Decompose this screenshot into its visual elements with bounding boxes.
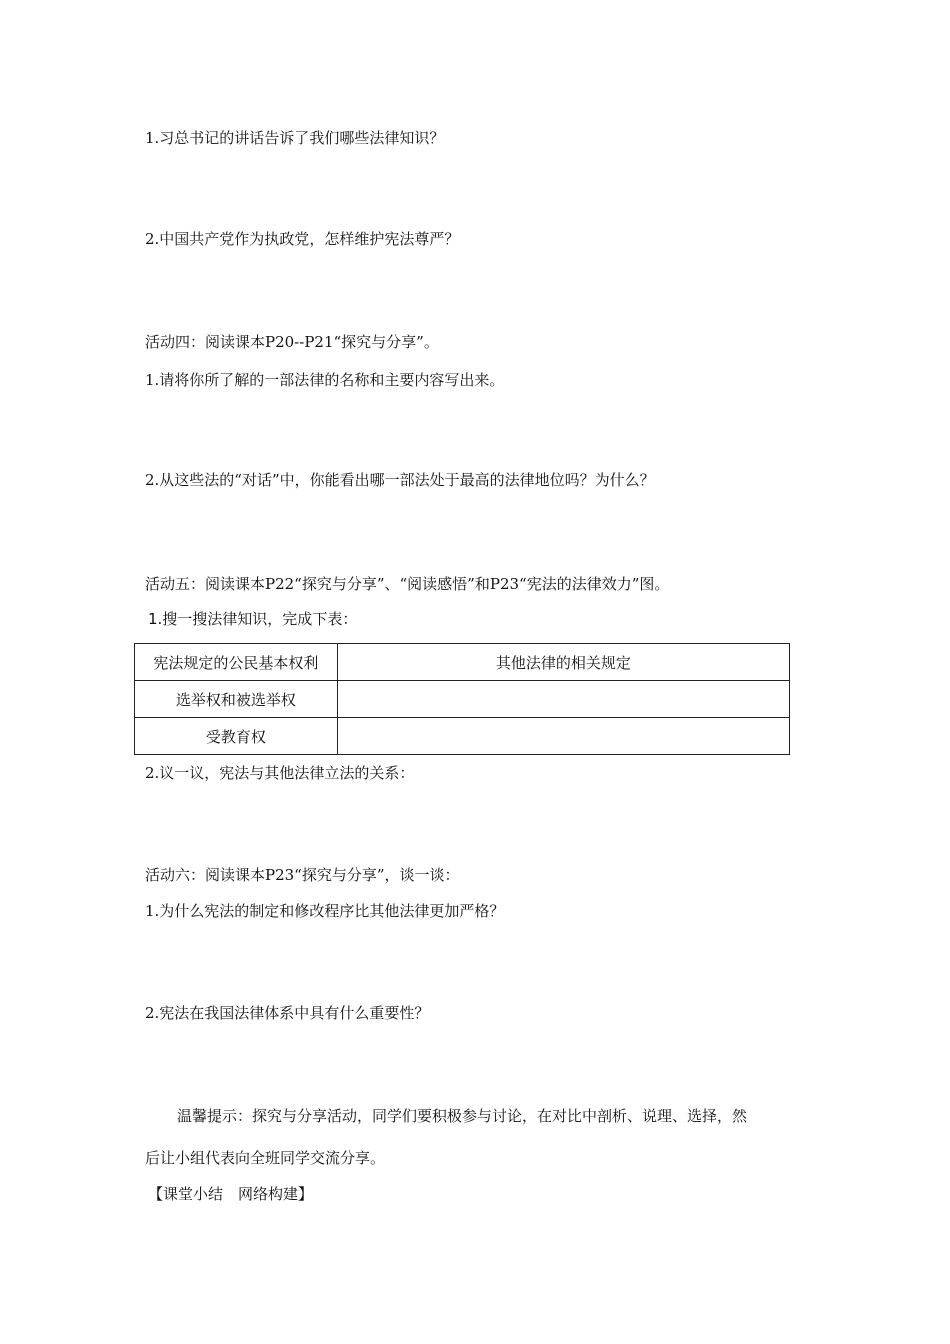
table-header-row — [135, 644, 790, 681]
table-header-cell: 宪法规定的公民基本权利 — [135, 644, 338, 681]
activity5-question-2: 2.议一议，宪法与其他法律立法的关系： — [145, 764, 415, 782]
activity5-heading: 活动五：阅读课本P22“探究与分享”、“阅读感悟”和P23“宪法的法律效力”图。 — [145, 575, 670, 593]
rights-table — [134, 643, 790, 755]
activity6-question-1: 1.为什么宪法的制定和修改程序比其他法律更加严格？ — [145, 902, 505, 920]
table-answer-cell[interactable] — [337, 718, 789, 755]
tip-line-2: 后让小组代表向全班同学交流分享。 — [145, 1149, 386, 1167]
activity4-heading: 活动四：阅读课本P20--P21“探究与分享”。 — [145, 333, 439, 351]
table-cell: 选举权和被选举权 — [135, 681, 338, 718]
question-speech-1: 1.习总书记的讲话告诉了我们哪些法律知识？ — [145, 129, 445, 147]
table-row — [135, 718, 790, 755]
table-row — [135, 681, 790, 718]
table-header-cell: 其他法律的相关规定 — [337, 644, 789, 681]
table-cell: 受教育权 — [135, 718, 338, 755]
activity5-question-1: 1.搜一搜法律知识，完成下表： — [148, 610, 358, 628]
activity4-question-2: 2.从这些法的“对话”中，你能看出哪一部法处于最高的法律地位吗？为什么？ — [145, 471, 655, 489]
summary-heading: 【课堂小结 网络构建】 — [148, 1185, 314, 1203]
activity6-heading: 活动六：阅读课本P23“探究与分享”，谈一谈： — [145, 866, 460, 884]
activity4-question-1: 1.请将你所了解的一部法律的名称和主要内容写出来。 — [145, 371, 505, 389]
tip-line-1: 温馨提示：探究与分享活动，同学们要积极参与讨论，在对比中剖析、说理、选择，然 — [177, 1107, 748, 1125]
activity6-question-2: 2.宪法在我国法律体系中具有什么重要性？ — [145, 1004, 430, 1022]
table-answer-cell[interactable] — [337, 681, 789, 718]
question-speech-2: 2.中国共产党作为执政党，怎样维护宪法尊严？ — [145, 230, 460, 248]
